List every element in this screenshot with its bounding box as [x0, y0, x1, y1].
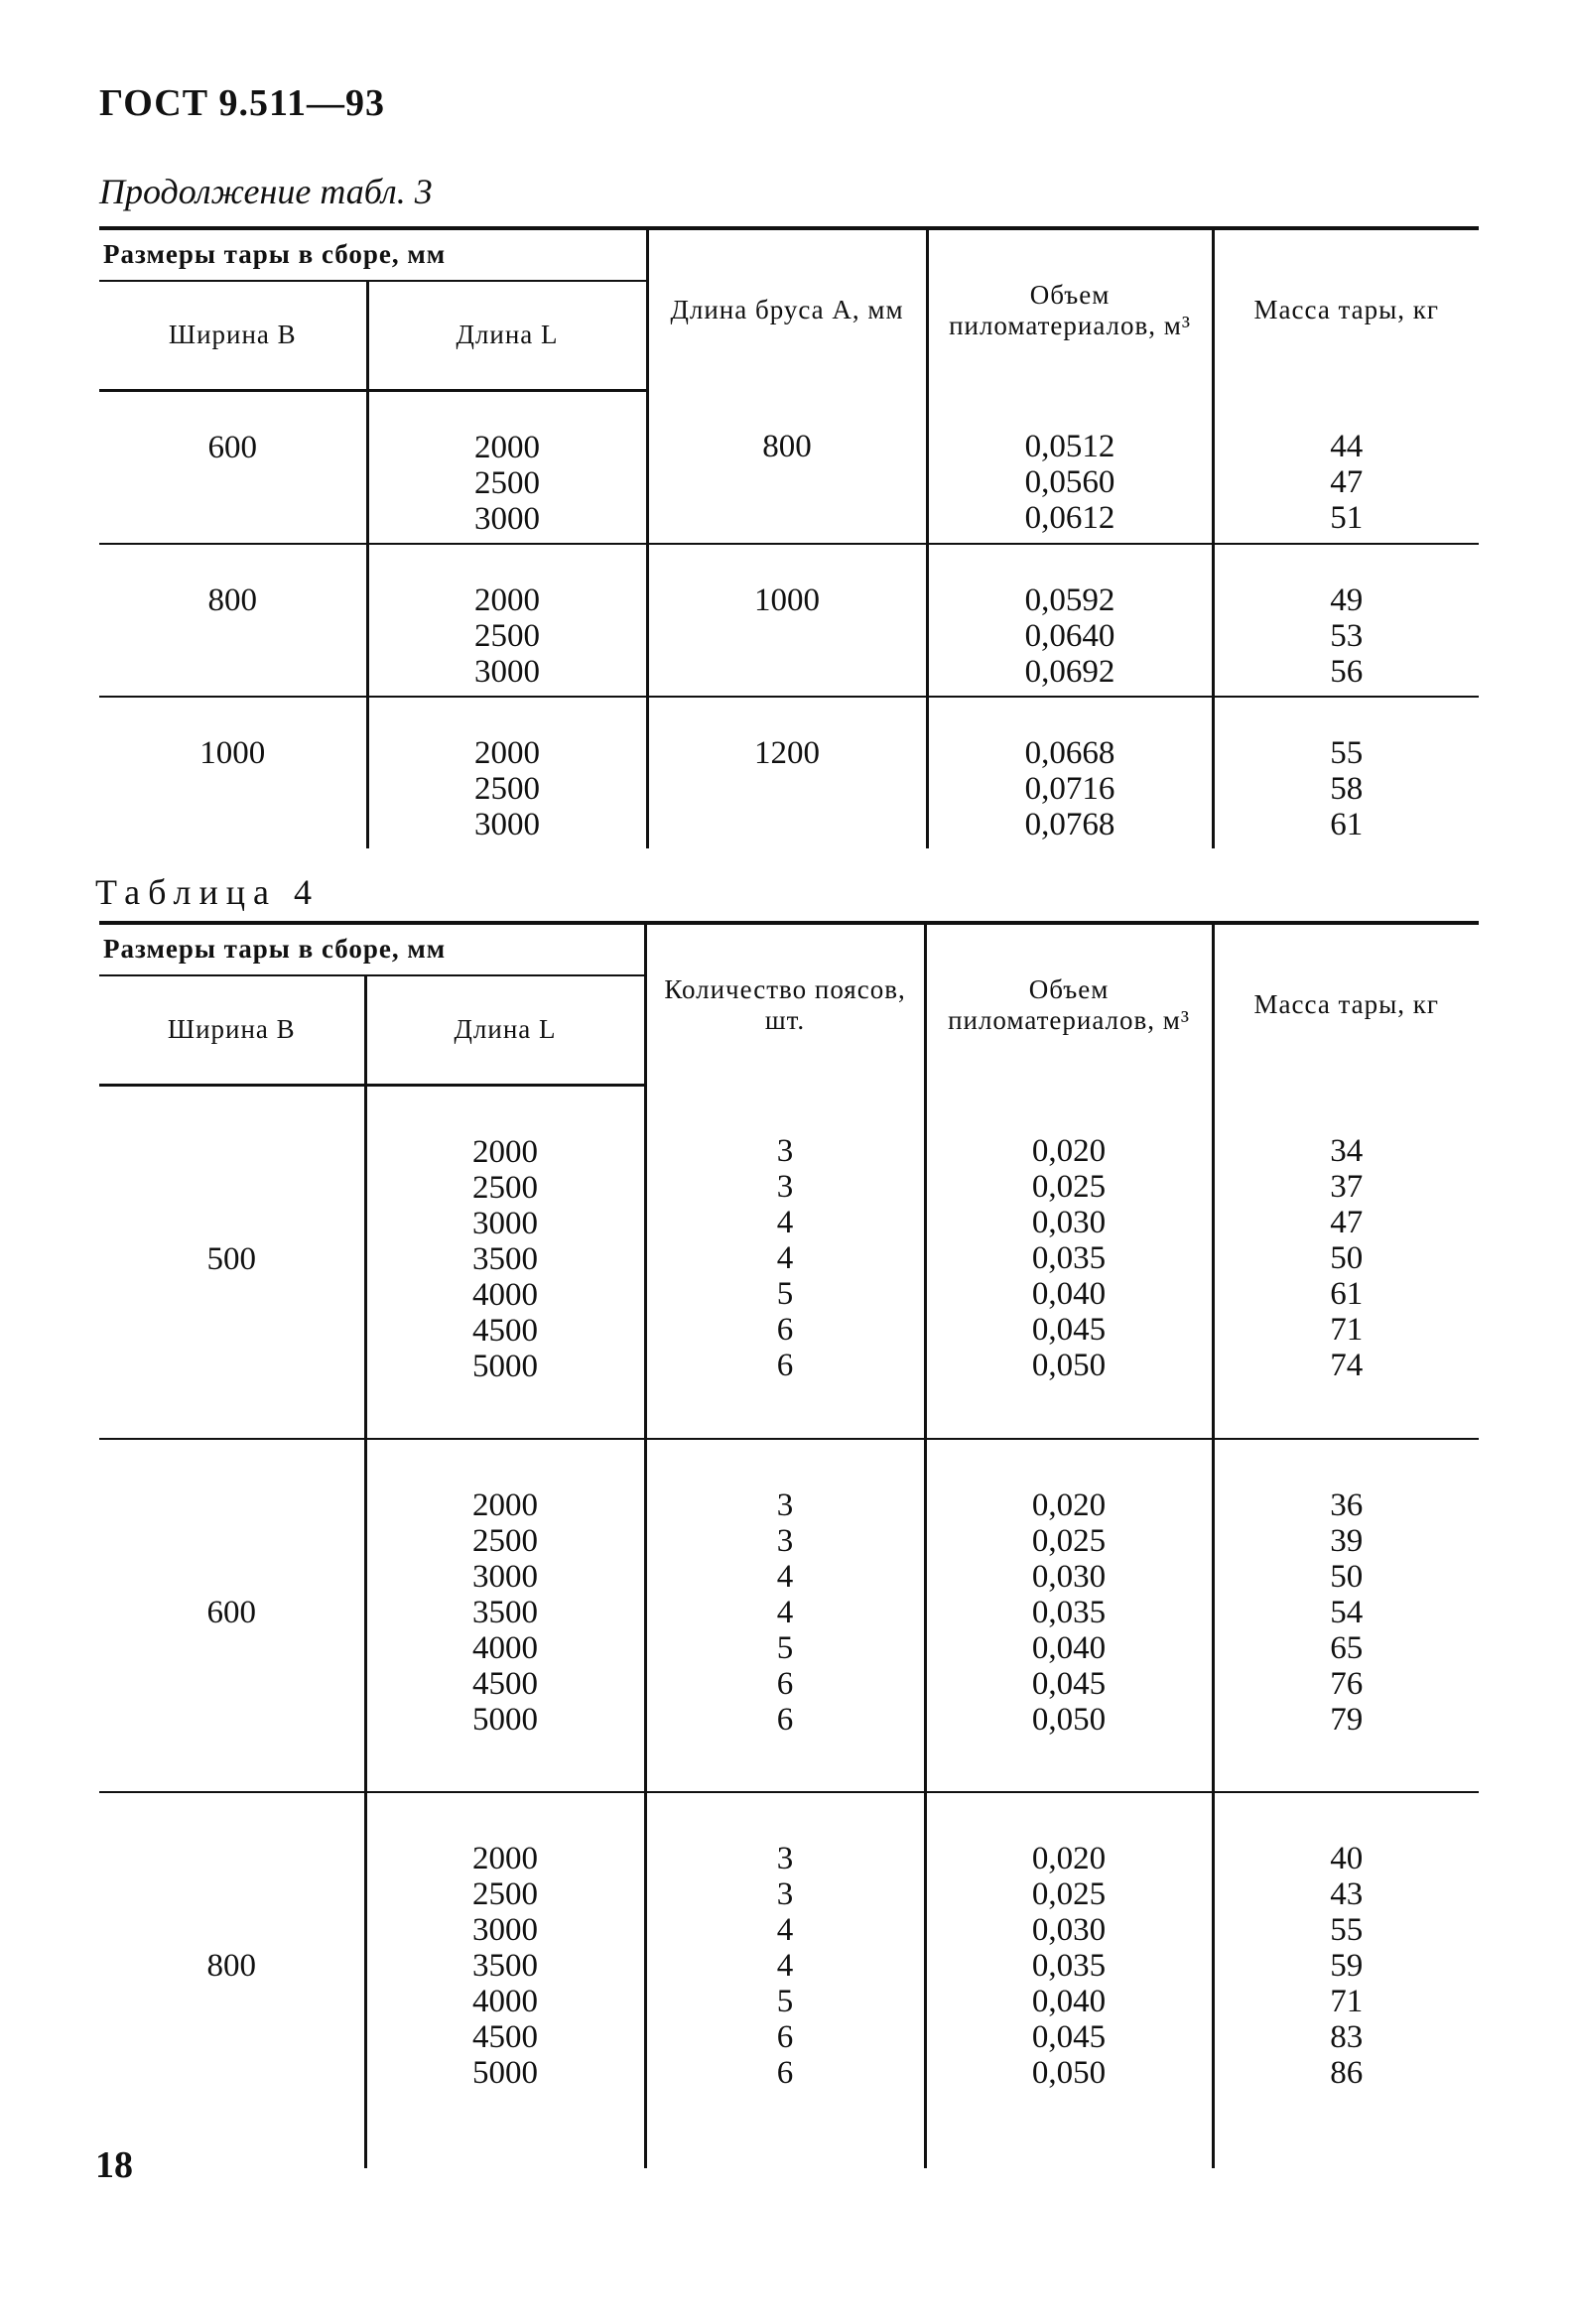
cell-value: 2500	[472, 1876, 538, 1912]
table-row	[99, 1086, 1479, 1440]
belts-cell	[645, 1439, 925, 1792]
cell-value: 0,020	[1031, 1132, 1107, 1169]
cell-value: 4000	[472, 1984, 538, 2019]
cell-value: 2500	[474, 618, 540, 654]
cell-value: 0,0592	[1024, 582, 1115, 618]
cell-value: 51	[1330, 499, 1364, 536]
mass-cell	[1213, 1439, 1479, 1792]
cell-value: 4	[776, 1239, 794, 1276]
cell-value: 53	[1330, 618, 1364, 654]
cell-value: 0,025	[1031, 1876, 1107, 1912]
header-width: Ширина B	[99, 281, 367, 391]
cell-value: 3000	[472, 1559, 538, 1595]
cell-value: 2000	[472, 1134, 538, 1170]
cell-value: 36	[1330, 1487, 1364, 1523]
cell-value: 2000	[472, 1487, 538, 1523]
cell-value: 0,040	[1031, 1630, 1107, 1666]
cell-value: 54	[1330, 1595, 1364, 1630]
cell-value: 59	[1330, 1948, 1364, 1984]
cell-value: 0,045	[1031, 2019, 1107, 2055]
cell-value: 5000	[472, 1349, 538, 1384]
cell-value: 0,0512	[1024, 428, 1115, 464]
cell-value: 0,0560	[1024, 463, 1115, 500]
cell-value: 50	[1330, 1559, 1364, 1595]
cell-value: 4500	[472, 1666, 538, 1702]
cell-value: 43	[1330, 1876, 1364, 1912]
cell-value: 0,045	[1031, 1311, 1107, 1348]
header-belts: Количество поясов, шт.	[645, 923, 925, 1086]
cell-value: 49	[1330, 582, 1364, 618]
cell-value: 5	[776, 1984, 794, 2019]
cell-value: 0,020	[1031, 1841, 1107, 1876]
cell-value: 6	[776, 1311, 794, 1348]
cell-value: 47	[1330, 463, 1364, 500]
volume-cell	[927, 544, 1213, 697]
cell-value: 50	[1330, 1239, 1364, 1276]
cell-value: 0,050	[1031, 2055, 1107, 2091]
cell-value: 3	[776, 1841, 794, 1876]
cell-value: 0,0668	[1024, 735, 1115, 771]
cell-value: 83	[1330, 2019, 1364, 2055]
length-cell	[365, 1086, 645, 1440]
table-3	[99, 226, 1479, 848]
header-volume: Объем пиломатериалов, м³	[927, 228, 1213, 391]
belts-cell	[645, 1086, 925, 1440]
beam-length-cell: 1000	[647, 544, 927, 697]
header-mass: Масса тары, кг	[1213, 228, 1479, 391]
width-cell: 1000	[199, 735, 266, 771]
table-row	[99, 544, 1479, 697]
cell-value: 2000	[474, 430, 540, 465]
cell-value: 5	[776, 1275, 794, 1312]
header-length: Длина L	[365, 975, 645, 1086]
cell-value: 61	[1330, 807, 1364, 842]
document-code: ГОСТ 9.511—93	[99, 82, 385, 124]
table4-caption: Таблица 4	[95, 872, 320, 912]
cell-value: 3	[776, 1132, 794, 1169]
cell-value: 39	[1330, 1523, 1364, 1559]
table-4	[99, 921, 1479, 2168]
cell-value: 3	[776, 1876, 794, 1912]
cell-value: 3500	[472, 1241, 538, 1277]
cell-value: 4000	[472, 1277, 538, 1313]
cell-value: 0,045	[1031, 1666, 1107, 1702]
cell-value: 0,050	[1031, 1702, 1107, 1738]
cell-value: 4	[776, 1948, 794, 1984]
header-volume: Объем пиломатериалов, м³	[925, 923, 1213, 1086]
cell-value: 2000	[474, 735, 540, 771]
width-cell: 800	[99, 544, 367, 697]
cell-value: 58	[1330, 771, 1364, 807]
header-width: Ширина B	[99, 975, 365, 1086]
cell-value: 55	[1330, 1912, 1364, 1948]
cell-value: 3000	[474, 501, 540, 537]
table3-caption: Продолжение табл. 3	[99, 172, 433, 211]
cell-value: 2500	[472, 1170, 538, 1206]
cell-value: 0,035	[1031, 1239, 1107, 1276]
cell-value: 0,020	[1031, 1487, 1107, 1523]
cell-value: 3000	[474, 654, 540, 690]
cell-value: 40	[1330, 1841, 1364, 1876]
beam-length-cell: 1200	[647, 697, 927, 848]
beam-length-cell: 800	[647, 391, 927, 545]
cell-value: 3	[776, 1168, 794, 1205]
cell-value: 0,035	[1031, 1595, 1107, 1630]
cell-value: 2000	[474, 582, 540, 618]
cell-value: 5000	[472, 2055, 538, 2091]
cell-value: 0,035	[1031, 1948, 1107, 1984]
cell-value: 5000	[472, 1702, 538, 1738]
belts-cell	[645, 1792, 925, 2168]
cell-value: 61	[1330, 1275, 1364, 1312]
width-cell: 600	[99, 391, 367, 545]
cell-value: 44	[1330, 428, 1364, 464]
table-row	[99, 697, 1479, 848]
cell-value: 6	[776, 1347, 794, 1383]
volume-cell	[925, 1792, 1213, 2168]
mass-cell	[1213, 1086, 1479, 1440]
volume-cell	[925, 1086, 1213, 1440]
cell-value: 0,040	[1031, 1984, 1107, 2019]
volume-cell	[927, 697, 1213, 848]
volume-cell	[927, 391, 1213, 545]
width-cell: 500	[99, 1086, 365, 1440]
cell-value: 0,030	[1031, 1204, 1107, 1240]
cell-value: 0,025	[1031, 1168, 1107, 1205]
width-cell: 800	[206, 1948, 256, 1984]
cell-value: 71	[1330, 1984, 1364, 2019]
header-mass: Масса тары, кг	[1213, 923, 1479, 1086]
cell-value: 2500	[474, 465, 540, 501]
width-cell: 600	[99, 1439, 365, 1792]
cell-value: 6	[776, 2055, 794, 2091]
mass-cell	[1213, 1792, 1479, 2168]
header-group: Размеры тары в сборе, мм	[99, 228, 647, 281]
cell-value: 76	[1330, 1666, 1364, 1702]
cell-value: 0,030	[1031, 1559, 1107, 1595]
cell-value: 3000	[474, 807, 540, 842]
cell-value: 79	[1330, 1702, 1364, 1738]
cell-value: 4	[776, 1559, 794, 1595]
length-cell	[367, 544, 647, 697]
cell-value: 6	[776, 2019, 794, 2055]
cell-value: 0,050	[1031, 1347, 1107, 1383]
cell-value: 34	[1330, 1132, 1364, 1169]
cell-value: 86	[1330, 2055, 1364, 2091]
cell-value: 0,0768	[1024, 807, 1115, 842]
mass-cell	[1213, 697, 1479, 848]
cell-value: 0,0640	[1024, 618, 1115, 654]
cell-value: 4500	[472, 2019, 538, 2055]
cell-value: 56	[1330, 654, 1364, 690]
table-row	[99, 1439, 1479, 1792]
cell-value: 2000	[472, 1841, 538, 1876]
cell-value: 0,0612	[1024, 499, 1115, 536]
cell-value: 3500	[472, 1595, 538, 1630]
cell-value: 4	[776, 1912, 794, 1948]
cell-value: 0,040	[1031, 1275, 1107, 1312]
cell-value: 3000	[472, 1206, 538, 1241]
cell-value: 0,025	[1031, 1523, 1107, 1559]
cell-value: 5	[776, 1630, 794, 1666]
cell-value: 65	[1330, 1630, 1364, 1666]
cell-value: 4000	[472, 1630, 538, 1666]
cell-value: 2500	[474, 771, 540, 807]
cell-value: 2500	[472, 1523, 538, 1559]
cell-value: 71	[1330, 1311, 1364, 1348]
length-cell	[367, 391, 647, 545]
cell-value: 3000	[472, 1912, 538, 1948]
cell-value: 0,030	[1031, 1912, 1107, 1948]
cell-value: 0,0716	[1024, 771, 1115, 807]
cell-value: 3500	[472, 1948, 538, 1984]
header-length: Длина L	[367, 281, 647, 391]
cell-value: 47	[1330, 1204, 1364, 1240]
cell-value: 74	[1330, 1347, 1364, 1383]
cell-value: 4500	[472, 1313, 538, 1349]
cell-value: 3	[776, 1523, 794, 1559]
cell-value: 4	[776, 1595, 794, 1630]
cell-value: 6	[776, 1666, 794, 1702]
volume-cell	[925, 1439, 1213, 1792]
page-number: 18	[95, 2144, 133, 2186]
cell-value: 37	[1330, 1168, 1364, 1205]
table-row	[99, 1792, 1479, 2168]
mass-cell	[1213, 544, 1479, 697]
cell-value: 0,0692	[1024, 654, 1115, 690]
length-cell	[365, 1439, 645, 1792]
table-row	[99, 391, 1479, 545]
header-group: Размеры тары в сборе, мм	[99, 923, 645, 975]
cell-value: 3	[776, 1487, 794, 1523]
length-cell	[367, 697, 647, 848]
header-beam-length: Длина бруса A, мм	[647, 228, 927, 391]
cell-value: 6	[776, 1702, 794, 1738]
cell-value: 55	[1330, 735, 1364, 771]
mass-cell	[1213, 391, 1479, 545]
cell-value: 4	[776, 1204, 794, 1240]
length-cell	[365, 1792, 645, 2168]
